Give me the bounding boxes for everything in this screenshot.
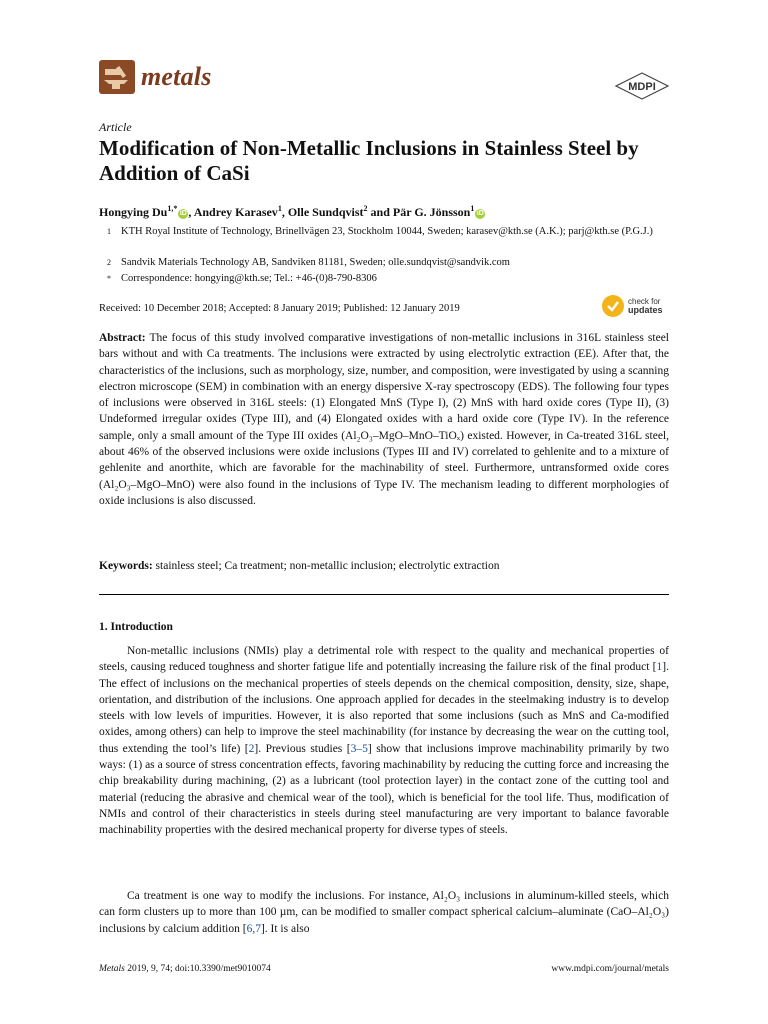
citation-link[interactable]: 3–5: [350, 742, 368, 755]
check-for-updates-badge[interactable]: [602, 292, 672, 320]
keywords-text: stainless steel; Ca treatment; non-metallic inclusion; electrolytic extraction: [155, 560, 500, 572]
publication-dates: Received: 10 December 2018; Accepted: 8 January 2019; Published: 12 January 2019: [99, 303, 460, 314]
footer-citation: Metals 2019, 9, 74; doi:10.3390/met9010074: [99, 964, 271, 974]
author-list: Hongying $Du^{1,*}iD$ , Andrey Karasev$^1$, Olle Sundqvist$^2$ and Pär G. Jönsson$^1$iD: [99, 204, 484, 219]
keywords-label: Keywords:: [99, 560, 153, 572]
orcid-icon[interactable]: iD: [179, 210, 187, 217]
mdpi-logo: [614, 72, 670, 100]
section-divider: [99, 594, 669, 595]
journal-name: metals: [141, 62, 212, 91]
keywords: [99, 558, 669, 574]
footer-url[interactable]: www.mdpi.com/journal/metals: [551, 964, 669, 974]
author-affiliation-mark: 2: [363, 204, 368, 213]
citation-link[interactable]: 1: [656, 661, 663, 674]
check-updates-icon: [602, 295, 624, 317]
author-affiliation-mark: 1: [470, 204, 475, 213]
citation-link[interactable]: 2: [248, 742, 255, 755]
article-type: Article: [99, 120, 132, 134]
citation-link[interactable]: 6,7: [246, 922, 261, 935]
author-name: Pär G. Jönsson: [392, 205, 471, 219]
affiliation-item: 1 KTH Royal Institute of Technology, Brinellvägen 23, Stockholm 10044, Sweden; karasev@kth.se (A.K.); parj@kth.se (P.G.J.): [107, 226, 653, 237]
author-name: Andrey Karasev: [193, 205, 278, 219]
author-affiliation-mark: 1: [277, 204, 282, 213]
check-updates-line1: check for: [628, 297, 661, 306]
orcid-icon[interactable]: iD: [476, 210, 484, 217]
intro-paragraph-2: Ca treatment is one way to modify the inclusions. For instance, Al₂O₃ inclusions in aluminum-killed steels, which can form clusters up to more than 100 µm, can be modified to smaller compact spherical calcium–aluminate (CaO–Al₂O₃) inclusions by calcium addition [6,7]. It is also: [99, 890, 669, 935]
journal-logo: [99, 60, 212, 94]
author-name: Hongying Du: [99, 205, 168, 219]
author-name: Olle Sundqvist: [287, 205, 364, 219]
section-title: 1. Introduction: [99, 621, 173, 633]
check-updates-line2: updates: [628, 305, 663, 315]
affiliation-item: 2 Sandvik Materials Technology AB, Sandviken 81181, Sweden; olle.sundqvist@sandvik.com: [107, 257, 510, 268]
abstract-label: Abstract:: [99, 332, 146, 344]
article-title: Modification of Non-Metallic Inclusions in Stainless Steel by Addition of CaSi: [99, 136, 639, 185]
abstract: [99, 330, 669, 509]
publisher-name: MDPI: [628, 81, 656, 93]
correspondence-item: * Correspondence: hongying@kth.se; Tel.: +46-(0)8-790-8306: [107, 273, 377, 284]
abstract-text: The focus of this study involved comparative investigations of non-metallic inclusions in 316L stainless steel bars without and with Ca treatments. The inclusions were extracted by using electrolytic extraction (EE). After that, the characteristics of the inclusions, such as morphology, size, number, and composition, were investigated by using a scanning electron microscope (SEM) in combination with an energy dispersive X-ray spectroscopy (EDS). The following four types of inclusions were observed in 316L steels: (1) Elongated MnS (Type I), (2) MnS with hard oxide cores (Type II), (3) Undeformed irregular oxides (Type III), and (4) Elongated oxides with a hard oxide core (Type IV). In the reference sample, only a small amount of the Type III oxides (Al₂O₃–MgO–MnO–TiOₓ) existed. However, in Ca-treated 316L steel, about 46% of the observed inclusions were oxide inclusions (Types III and IV) correlated to gehlenite and to a mixture of gehlenite and anorthite, which are favorable for the machinability of steel. Furthermore, untransformed oxide cores (Al₂O₃–MgO–MnO) were also found in the inclusions of Type IV. The mechanism leading to different morphologies of oxide inclusions is also discussed.: [99, 332, 669, 507]
intro-paragraph-1: Non-metallic inclusions (NMIs) play a detrimental role with respect to the quality and mechanical properties of steels, causing reduced toughness and shorter fatigue life and potentially increasing the failure risk of the final product [1]. The effect of inclusions on the mechanical properties of steels depends on the chemical composition, density, size, shape, orientation, and distribution of the inclusions. One approach applied for decades in the steelmaking industry is to develop steels with low levels of impurities. However, it is also reported that some inclusions (such as MnS and Ca-modified oxides, among others) can help to improve the steel machinability (for instance by decreasing the wear on the cutting tool, thus extending the tool’s life) [2]. Previous studies [3–5] show that inclusions improve machinability primarily by two ways: (1) as a source of stress concentration effects, favoring machinability by reducing the cutting force and increasing the chip breakability during machining, (2) as a lubricant (tool protection layer) in the contact zone of the cutting tool and material (reducing the abrasive and chemical wear of the tool), which is beneficial for the tool life. Thus, modification of NMIs and control of their characteristics in steels during steel manufacturing are very important to balance favorable machinability properties with the desired mechanical property for diverse types of steels.: [99, 645, 669, 837]
author-affiliation-mark: 1,*: [167, 204, 178, 213]
anvil-logo-icon: [99, 60, 135, 94]
